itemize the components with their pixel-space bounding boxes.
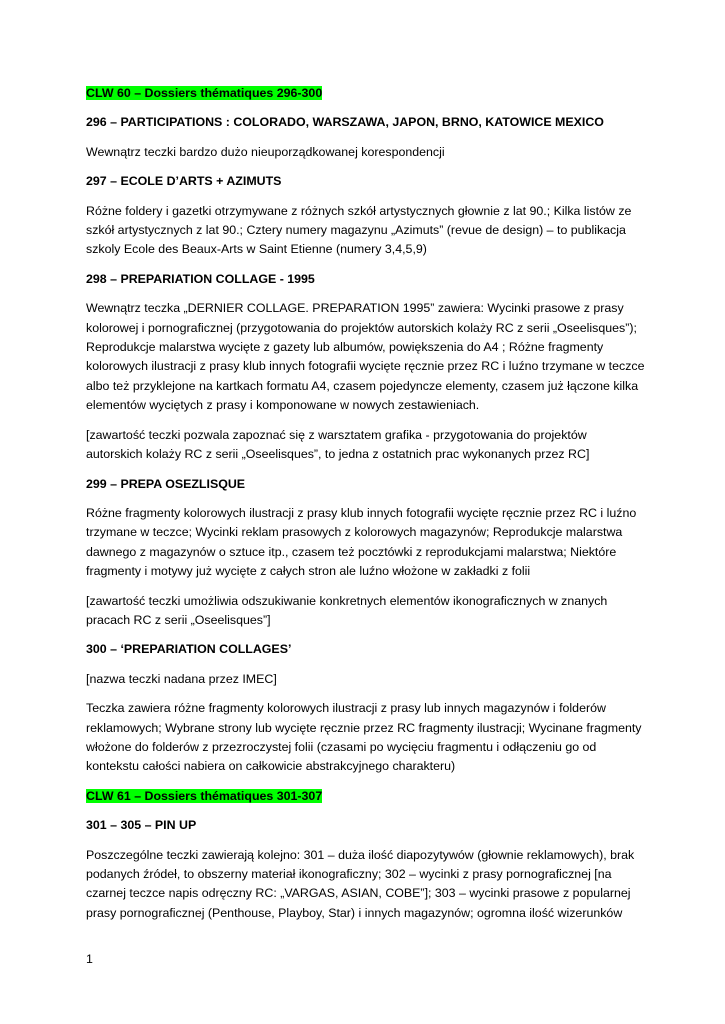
paragraph-297: Różne foldery i gazetki otrzymywane z różnych szkół artystycznych głownie z lat 90.; Kilka listów ze szkół artystycznych z lat 90.; Cztery numery magazynu „Azimuts” (revue de design) – to publikacja szkoly Ecole des Beaux-Arts w Saint Etienne (numery 3,4,5,9) (86, 203, 632, 257)
page-number: 1 (86, 952, 93, 966)
paragraph-300a: [nazwa teczki nadana przez IMEC] (86, 671, 277, 686)
heading-301: 301 – 305 – PIN UP (86, 818, 197, 833)
paragraph-298a: Wewnątrz teczka „DERNIER COLLAGE. PREPARATION 1995” zawiera: Wycinki prasowe z prasy kolorowej i pornograficznej (przygotowania do projektów autorskich kolaży RC z serii „Oseelisques”); Reprodukcje malarstwa wycięte z gazety lub albumów, powiększenia do A4 ; Różne fragmenty kolorowych ilustracji z prasy klub innych fotografii wycięte ręcznie przez RC i luźno trzymane w teczce albo też przyklejone na kartkach formatu A4, czasem pojedyncze elementy, czasem już łączone kilka elementów wyciętych z prasy i komponowane w nowych zestawieniach. (86, 301, 645, 413)
heading-297: 297 – ECOLE D’ARTS + AZIMUTS (86, 174, 282, 189)
paragraph-300b: Teczka zawiera różne fragmenty kolorowych ilustracji z prasy lub innych magazynów i folderów reklamowych; Wybrane strony lub wycięte ręcznie przez RC fragmenty ilustracji; Wycinane fragmenty włożone do folderów z przezroczystej folii (czasami po wycięciu fragmentu i odłączeniu go od kontekstu całości nabiera on całkowicie abstrakcyjnego charakteru) (86, 701, 642, 774)
paragraph-298b: [zawartość teczki pozwala zapoznać się z warsztatem grafika - przygotowania do projektów autorskich kolaży RC z serii „Oseelisques”, to jedna z ostatnich prac wykonanych przez RC] (86, 427, 590, 462)
paragraph-299a: Różne fragmenty kolorowych ilustracji z prasy klub innych fotografii wycięte ręcznie przez RC i luźno trzymane w teczce; Wycinki reklam prasowych z kolorowych magazynów; Reprodukcje malarstwa dawnego z magazynów o sztuce itp., czasem też pocztówki z reprodukcjami malarstwa; Niektóre fragmenty i motywy już wycięte z całych stron ale luźno włożone w zakładki z folii (86, 505, 637, 579)
section-heading-clw61: CLW 61 – Dossiers thématiques 301-307 (86, 788, 323, 803)
heading-296: 296 – PARTICIPATIONS : COLORADO, WARSZAWA, JAPON, BRNO, KATOWICE MEXICO (86, 115, 604, 130)
paragraph-296: Wewnątrz teczki bardzo dużo nieuporządkowanej korespondencji (86, 144, 445, 159)
document-page (86, 84, 646, 933)
paragraph-299b: [zawartość teczki umożliwia odszukiwanie konkretnych elementów ikonograficznych w znanych pracach RC z serii „Oseelisques”] (86, 593, 608, 627)
heading-300: 300 – ‘PREPARIATION COLLAGES’ (86, 642, 292, 657)
heading-298: 298 – PREPARIATION COLLAGE - 1995 (86, 271, 315, 286)
heading-299: 299 – PREPA OSEZLISQUE (86, 476, 246, 491)
section-heading-clw60: CLW 60 – Dossiers thématiques 296-300 (86, 86, 323, 100)
paragraph-301: Poszczególne teczki zawierają kolejno: 301 – duża ilość diapozytywów (głownie reklamowych), brak podanych źródeł, to obszerny materiał ikonograficzny; 302 – wycinki z prasy pornograficznej [na czarnej teczce napis odręczny RC: „VARGAS, ASIAN, COBE”]; 303 – wycinki prasowe z popularnej prasy pornograficznej (Penthouse, Playboy, Star) i innych magazynów; ogromna ilość wizerunków (86, 847, 635, 920)
